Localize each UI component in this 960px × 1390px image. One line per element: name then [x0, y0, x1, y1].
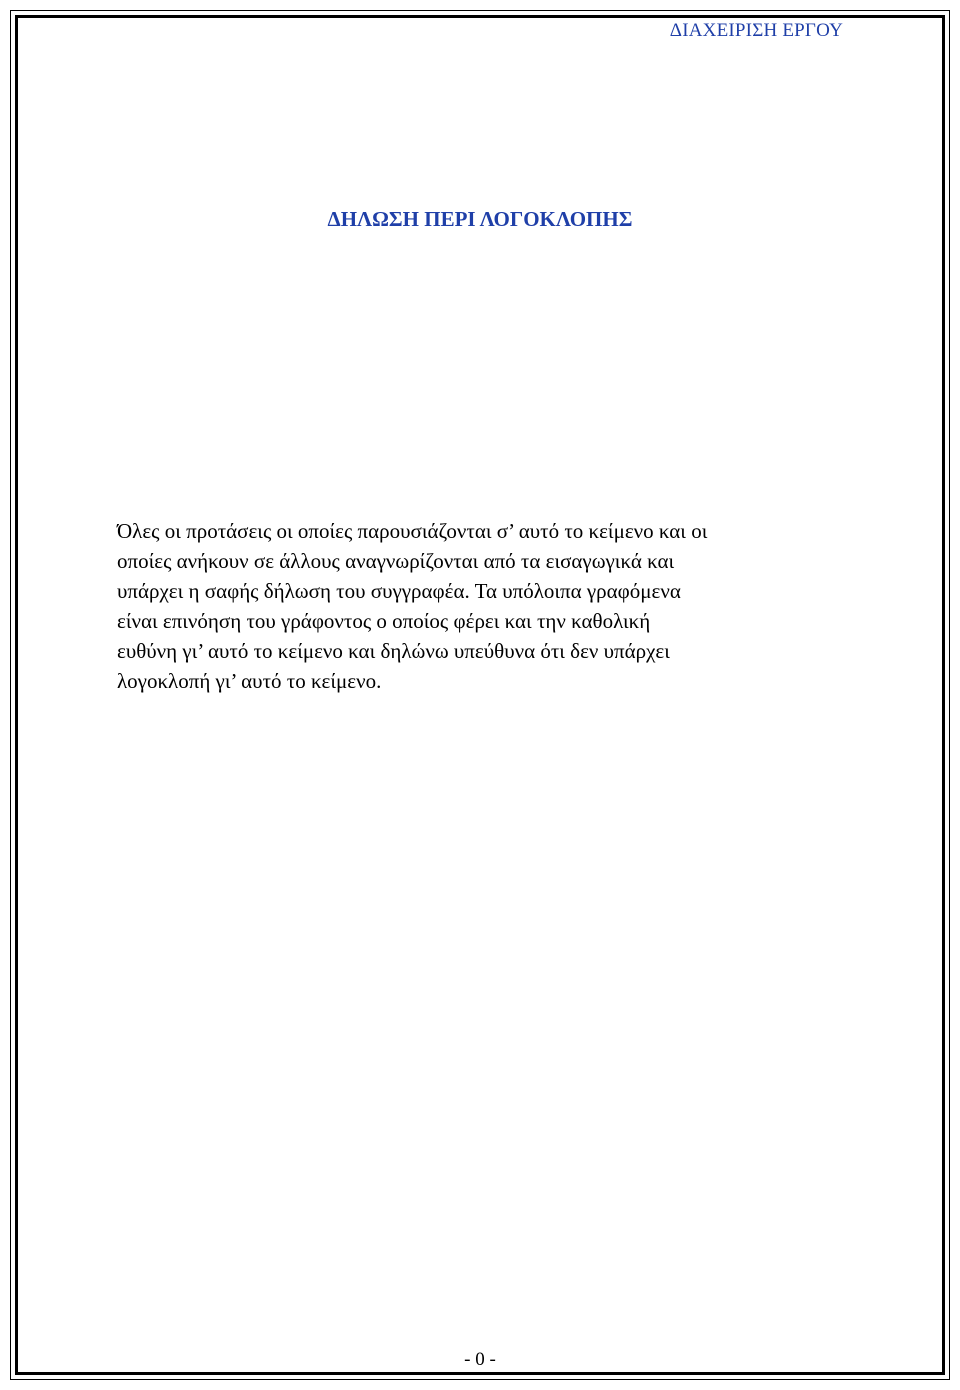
page-number	[0, 1349, 960, 1371]
page-title-text: ΔΗΛΩΣΗ ΠΕΡΙ ΛΟΓΟΚΛΟΠΗΣ	[327, 207, 633, 231]
paragraph-line: είναι επινόηση του γράφοντος ο οποίος φέρει και την καθολική	[117, 609, 651, 633]
paragraph-line: ευθύνη γι’ αυτό το κείμενο και δηλώνω υπεύθυνα ότι δεν υπάρχει	[117, 639, 670, 663]
page-number-text: - 0 -	[464, 1349, 496, 1370]
page-title	[0, 207, 960, 232]
paragraph-line: λογοκλοπή γι’ αυτό το κείμενο.	[117, 669, 382, 693]
paragraph-line: Όλες οι προτάσεις οι οποίες παρουσιάζονται σ’ αυτό το κείμενο και οι	[117, 519, 708, 543]
declaration-paragraph	[117, 516, 833, 696]
paragraph-line: οποίες ανήκουν σε άλλους αναγνωρίζονται από τα εισαγωγικά και	[117, 549, 675, 573]
running-header: ΔΙΑΧΕΙΡΙΣΗ ΕΡΓΟΥ	[669, 20, 843, 41]
paragraph-line: υπάρχει η σαφής δήλωση του συγγραφέα. Τα υπόλοιπα γραφόμενα	[117, 579, 681, 603]
